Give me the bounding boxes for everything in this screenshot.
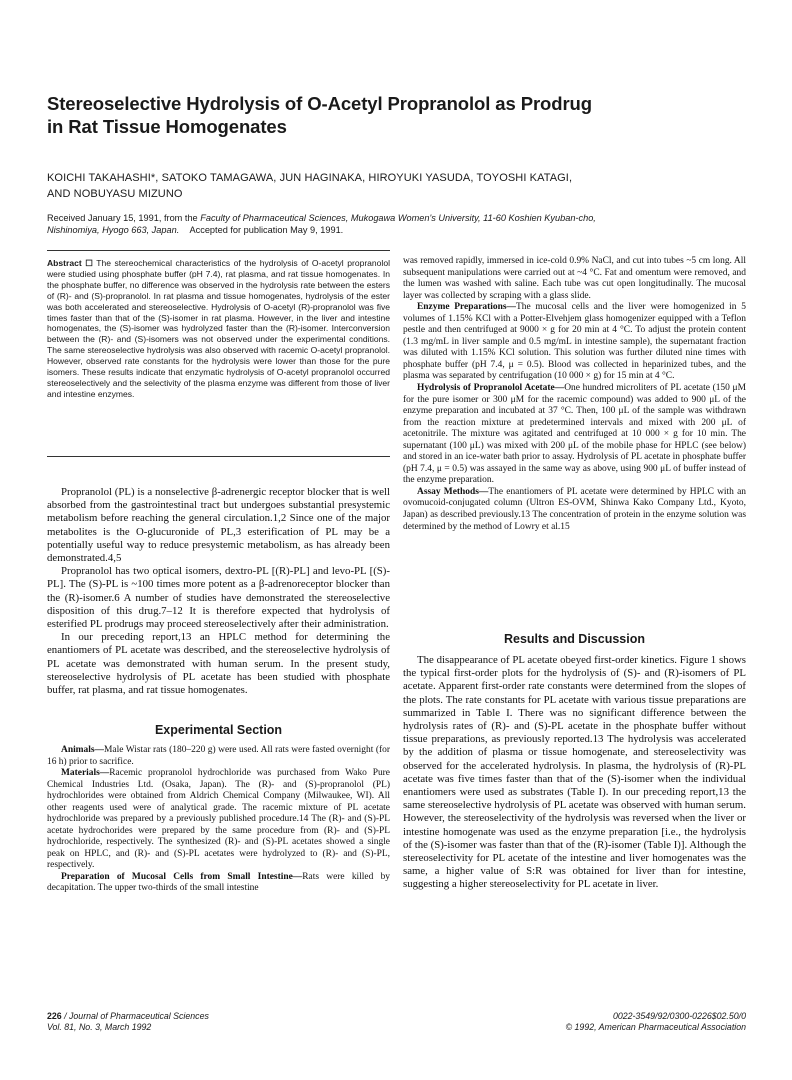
experimental-paragraph (47, 872, 390, 895)
methods-paragraph (403, 302, 746, 383)
experimental-section-heading: Experimental Section (154, 723, 283, 737)
run-in-heading: Preparation of Mucosal Cells from Small Intestine— (61, 871, 303, 882)
methods-paragraph (403, 487, 746, 533)
results-section-heading-wrap (403, 632, 746, 646)
copyright-notice: © 1992, American Pharmaceutical Association (565, 1022, 746, 1032)
article-code: 0022-3549/92/0300-0226$02.50/0 (612, 1011, 746, 1021)
affiliation-line-2: Nishinomiya, Hyogo 663, Japan. (47, 224, 180, 235)
received-prefix: Received January 15, 1991, from the (47, 213, 201, 223)
page-number: 226 (47, 1011, 62, 1021)
authors-line-1: KOICHI TAKAHASHI*, SATOKO TAMAGAWA, JUN HAGINAKA, HIROYUKI YASUDA, TOYOSHI KATAGI, (47, 172, 573, 184)
methods-paragraph (403, 383, 746, 487)
author-list (47, 170, 747, 202)
volume-info: Vol. 81, No. 3, March 1992 (47, 1022, 152, 1032)
accepted-note: Accepted for publication May 9, 1991. (189, 224, 344, 235)
paragraph-text: One hundred microliters of PL acetate (150 μM for the pure isomer or 300 μM for the racemic compound) was added to 900 μL of the enzyme preparation and incubated at 37 °C. Then, 100 μL of the sample was withdrawn from the reaction mixture at predetermined intervals and mixed with 200 μL of acetonitrile. The mixture was agitated and centrifuged at 10 000 × g for 10 min. The supernatant (100 μL) was mixed with 200 μL of the mobile phase for HPLC (see below) and stored in an ice-water bath prior to assay. Hydrolysis of PL acetate in phosphate buffer (pH 7.4, μ = 0.5) was assayed in the same way as above, using 900 μL of buffer instead of the enzyme preparation. (403, 383, 747, 486)
run-in-heading: Animals— (61, 745, 104, 755)
intro-paragraph: In our preceding report,13 an HPLC method for determining the enantiomers of PL acetate was described, and the stereoselective hydrolysis of PL acetate was demonstrated with human serum. In the present study, stereoselective hydrolysis of PL acetate has been studied with phosphate buffer, rat plasma, and rat tissue homogenates. (47, 631, 390, 697)
intro-paragraph: Propranolol has two optical isomers, dextro-PL [(R)-PL] and levo-PL [(S)-PL]. The (S)-PL is ~100 times more potent as a β-adrenoreceptor blocker than the (R)-isomer.6 A number of studies have demonstrated the stereoselective disposition of this drug.7–12 It is therefore expected that hydrolysis of esterified PL prodrugs may proceed stereoselectively after their administration. (47, 565, 390, 631)
abstract-label: Abstract ☐ (47, 258, 93, 268)
article-title (47, 92, 747, 138)
run-in-heading: Assay Methods— (417, 486, 489, 497)
received-note (47, 213, 757, 236)
page-footer-left (47, 1011, 347, 1033)
results-paragraph: The disappearance of PL acetate obeyed first-order kinetics. Figure 1 shows the typical first-order plots for the hydrolysis of (S)- and (R)-isomers of PL acetate. Apparent first-order rate constants were determined from the slopes of the plots. The rate constants for PL acetate with various tissue preparations are summarized in Table I. There was no significant difference between the hydrolysis rates of (R)- and (S)-PL acetate in the phosphate buffer without tissue preparations, as previously reported.13 The hydrolysis was accelerated by the addition of plasma or tissue homogenate, and stereoselectivity was observed for the accelerated hydrolysis. In plasma, the hydrolysis of (R)-PL acetate was five times faster than that of the (S)-isomer when the individual enantiomers were used as substrates (Table I). In our preceding report,13 the same stereoselective hydrolysis of PL acetate was observed with human serum. However, the stereoselectivity of the hydrolysis was reversed when the liver or intestine homogenate was used as the enzyme preparation [i.e., the hydrolysis of the (S)-isomer was faster than that of the (R)-isomer (Table I)]. Although the stereoselectivity for PL acetate of the intestine and liver homogenates was the same, a higher value of S:R was obtained for liver than for intestine, suggesting a higher stereoselectivity for PL acetate in liver. (403, 654, 746, 891)
abstract-top-rule (47, 250, 390, 251)
experimental-section (47, 745, 390, 895)
abstract-bottom-rule (47, 456, 390, 457)
experimental-section-heading-wrap (47, 723, 390, 737)
paragraph-text: The mucosal cells and the liver were homogenized in 5 volumes of 1.15% KCl with a Potter-Elvehjem glass homogenizer equipped with a Teflon pestle and then centrifuged at 9000 × g for 20 min at 4 °C. To adjust the protein content (1.3 mg/mL in liver sample and 0.5 mg/mL in intestine sample), the supernatant fraction was diluted with 1.15% KCl solution. This solution was further diluted nine times with phosphate buffer (pH 7.4, μ = 0.5). Blood was collected in heparinized tubes, and the plasma was separated by centrifugation (10 000 × g) for 15 min at 4 °C. (403, 302, 746, 382)
authors-line-2: AND NOBUYASU MIZUNO (47, 188, 183, 200)
run-in-heading: Enzyme Preparations— (417, 302, 516, 313)
paragraph-text: Rats were killed by decapitation. The upper two-thirds of the small intestine (47, 871, 391, 893)
abstract-text: The stereochemical characteristics of the hydrolysis of O-acetyl propranolol were studied using phosphate buffer (pH 7.4), rat plasma, and rat tissue homogenates. In the phosphate buffer, no difference was observed in the hydrolysis rate between the esters of (R)- and (S)-propranolol. In rat plasma and tissue homogenates, hydrolysis of the ester was both accelerated and stereoselective. Hydrolysis of O-acetyl (R)-propranolol was five times faster than that of the (S)-isomer in rat plasma. However, in the liver and intestine homogenates, the (S)-isomer was hydrolyzed faster than the (R)-isomer. Interconversion between the (R)- and (S)-isomers was not observed under the experimental conditions. The same stereoselective hydrolysis was also observed with racemic O-acetyl propranolol. However, observed rate constants for the hydrolysis were lower than those for the pure isomers. These results indicate that enzymatic hydrolysis of O-acetyl propranolol occurred stereoselectively and the selectivity of the plasma enzyme was different from those of liver and intestine enzymes. (47, 258, 390, 399)
paragraph-text: was removed rapidly, immersed in ice-cold 0.9% NaCl, and cut into tubes ~5 cm long. All subsequent manipulations were carried out at ~4 °C. Fat and omentum were removed, and the lumen was washed with saline. Each tube was cut open longitudinally. The mucosal layer was collected by scraping with a glass slide. (403, 256, 746, 301)
title-line-1: Stereoselective Hydrolysis of O-Acetyl Propranolol as Prodrug (47, 93, 592, 114)
results-section (403, 654, 746, 892)
title-line-2: in Rat Tissue Homogenates (47, 116, 287, 137)
affiliation: Faculty of Pharmaceutical Sciences, Mukogawa Women's University, 11-60 Koshien Kyuban-cho, (200, 213, 596, 223)
page-footer-right (446, 1011, 746, 1033)
journal-name: / Journal of Pharmaceutical Sciences (61, 1011, 209, 1021)
paragraph-text: Racemic propranolol hydrochloride was purchased from Wako Pure Chemical Industries Ltd. (Osaka, Japan). The (R)- and (S)-propranolol (PL) hydrochlorides were obtained from Aldrich Chemical Company (Milwaukee, WI). All other reagents used were of analytical grade. The racemic mixture of PL acetate hydrochloride was prepared by a previously published procedure.14 The (R)- and (S)-PL acetate hydrochorides were prepared by the same procedure from (R)- and (S)-PL hydrochloride, respectively. The synthesized (R)- and (S)-PL acetates showed a single peak on HPLC, and (R)- and (S)-PL acetates were hydrolyzed to (R)- and (S)-PL, respectively. (47, 768, 390, 870)
abstract (47, 258, 390, 400)
results-section-heading: Results and Discussion (503, 632, 645, 646)
introduction (47, 486, 390, 697)
experimental-paragraph (47, 745, 390, 768)
intro-paragraph: Propranolol (PL) is a nonselective β-adrenergic receptor blocker that is well absorbed from the gastrointestinal tract but undergoes substantial presystemic metabolism before reaching the general circulation.1,2 Since one of the major metabolites is the O-glucuronide of PL,3 esterification of PL may be a potentially useful way to reduce presystemic metabolism, as has already been demonstrated.4,5 (47, 486, 390, 565)
paragraph-text: The enantiomers of PL acetate were determined by HPLC with an ovomucoid-conjugated column (Ultron ES-OVM, Shinwa Kako Company Ltd., Kyoto, Japan) as described previously.13 The concentration of protein in the enzyme solution was determined by the method of Lowry et al.15 (403, 486, 746, 532)
methods-paragraph (403, 256, 746, 302)
methods-continued (403, 256, 746, 533)
experimental-paragraph (47, 768, 390, 872)
paragraph-text: Male Wistar rats (180–220 g) were used. All rats were fasted overnight (for 16 h) prior to sacrifice. (47, 745, 390, 767)
run-in-heading: Materials— (61, 768, 110, 778)
run-in-heading: Hydrolysis of Propranolol Acetate— (417, 383, 565, 394)
